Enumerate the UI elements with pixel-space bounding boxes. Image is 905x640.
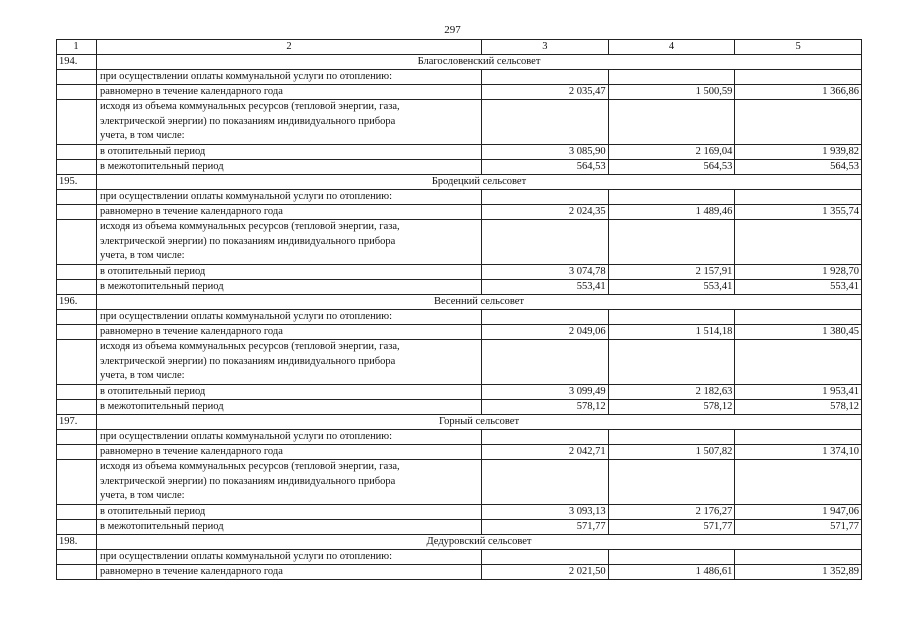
section-name: Бродецкий сельсовет <box>97 175 862 190</box>
row-label-multiline <box>97 100 482 145</box>
header-col-2: 2 <box>97 40 482 55</box>
value-cell-empty <box>735 190 862 205</box>
value-col-4: 1 489,46 <box>608 205 735 220</box>
section-name: Благословенский сельсовет <box>97 55 862 70</box>
value-cell-empty <box>482 310 609 325</box>
value-cell-empty <box>608 550 735 565</box>
value-col-5: 1 374,10 <box>735 445 862 460</box>
value-col-4: 2 169,04 <box>608 145 735 160</box>
table-row <box>57 160 862 175</box>
row-label: равномерно в течение календарного года <box>97 85 482 100</box>
table-row-multiline <box>57 100 862 145</box>
row-number-cell <box>57 265 97 280</box>
row-label: в межотопительный период <box>97 280 482 295</box>
value-cell-empty <box>608 220 735 265</box>
row-number-cell <box>57 505 97 520</box>
section-header-row <box>57 535 862 550</box>
row-label: равномерно в течение календарного года <box>97 565 482 580</box>
value-cell-empty <box>482 430 609 445</box>
row-label-line: исходя из объема коммунальных ресурсов (тепловой энергии, газа, <box>100 461 400 472</box>
table-row <box>57 70 862 85</box>
table-row-multiline <box>57 460 862 505</box>
row-label: при осуществлении оплаты коммунальной услуги по отоплению: <box>97 430 482 445</box>
row-label-line: учета, в том числе: <box>100 130 185 141</box>
row-number-cell <box>57 220 97 265</box>
row-number-cell <box>57 550 97 565</box>
row-number-cell <box>57 445 97 460</box>
value-col-4: 2 157,91 <box>608 265 735 280</box>
row-label: равномерно в течение календарного года <box>97 205 482 220</box>
value-col-5: 571,77 <box>735 520 862 535</box>
section-number: 195. <box>57 175 97 190</box>
value-col-3: 3 093,13 <box>482 505 609 520</box>
section-name: Горный сельсовет <box>97 415 862 430</box>
value-col-4: 1 486,61 <box>608 565 735 580</box>
header-col-4: 4 <box>608 40 735 55</box>
row-label-line: исходя из объема коммунальных ресурсов (тепловой энергии, газа, <box>100 341 400 352</box>
value-col-5: 564,53 <box>735 160 862 175</box>
row-label: в межотопительный период <box>97 400 482 415</box>
value-col-5: 1 928,70 <box>735 265 862 280</box>
value-cell-empty <box>608 190 735 205</box>
row-number-cell <box>57 340 97 385</box>
value-col-4: 571,77 <box>608 520 735 535</box>
row-label-multiline <box>97 220 482 265</box>
row-number-cell <box>57 400 97 415</box>
value-cell-empty <box>608 430 735 445</box>
table-row <box>57 430 862 445</box>
value-col-5: 578,12 <box>735 400 862 415</box>
value-col-3: 3 099,49 <box>482 385 609 400</box>
row-number-cell <box>57 190 97 205</box>
value-col-3: 2 042,71 <box>482 445 609 460</box>
table-row-multiline <box>57 220 862 265</box>
row-label-line: исходя из объема коммунальных ресурсов (тепловой энергии, газа, <box>100 221 400 232</box>
header-col-5: 5 <box>735 40 862 55</box>
table-row <box>57 280 862 295</box>
value-col-4: 553,41 <box>608 280 735 295</box>
value-cell-empty <box>482 460 609 505</box>
value-cell-empty <box>735 70 862 85</box>
header-row <box>57 40 862 55</box>
value-col-5: 1 355,74 <box>735 205 862 220</box>
row-number-cell <box>57 325 97 340</box>
value-cell-empty <box>482 340 609 385</box>
row-label: в отопительный период <box>97 145 482 160</box>
value-col-3: 2 024,35 <box>482 205 609 220</box>
section-number: 194. <box>57 55 97 70</box>
row-label-line: учета, в том числе: <box>100 370 185 381</box>
value-cell-empty <box>735 100 862 145</box>
row-label-multiline <box>97 460 482 505</box>
table-row <box>57 565 862 580</box>
row-number-cell <box>57 520 97 535</box>
row-label: равномерно в течение календарного года <box>97 445 482 460</box>
table-row <box>57 85 862 100</box>
value-cell-empty <box>735 460 862 505</box>
table-row <box>57 445 862 460</box>
value-col-5: 553,41 <box>735 280 862 295</box>
row-label: при осуществлении оплаты коммунальной услуги по отоплению: <box>97 190 482 205</box>
row-number-cell <box>57 430 97 445</box>
value-col-3: 564,53 <box>482 160 609 175</box>
value-cell-empty <box>735 430 862 445</box>
section-number: 196. <box>57 295 97 310</box>
value-cell-empty <box>608 340 735 385</box>
section-header-row <box>57 175 862 190</box>
table-row <box>57 400 862 415</box>
value-col-3: 578,12 <box>482 400 609 415</box>
value-cell-empty <box>735 220 862 265</box>
value-col-4: 2 176,27 <box>608 505 735 520</box>
section-header-row <box>57 55 862 70</box>
row-label: равномерно в течение календарного года <box>97 325 482 340</box>
header-col-3: 3 <box>482 40 609 55</box>
section-header-row <box>57 295 862 310</box>
value-col-4: 564,53 <box>608 160 735 175</box>
row-label-multiline <box>97 340 482 385</box>
row-label-line: исходя из объема коммунальных ресурсов (тепловой энергии, газа, <box>100 101 400 112</box>
page-number: 297 <box>444 24 461 36</box>
section-number: 198. <box>57 535 97 550</box>
value-col-4: 2 182,63 <box>608 385 735 400</box>
value-cell-empty <box>482 100 609 145</box>
value-col-4: 1 507,82 <box>608 445 735 460</box>
row-label: в межотопительный период <box>97 160 482 175</box>
value-col-3: 2 021,50 <box>482 565 609 580</box>
value-col-5: 1 939,82 <box>735 145 862 160</box>
value-col-3: 553,41 <box>482 280 609 295</box>
row-number-cell <box>57 460 97 505</box>
value-cell-empty <box>608 70 735 85</box>
row-number-cell <box>57 70 97 85</box>
value-col-3: 3 074,78 <box>482 265 609 280</box>
value-cell-empty <box>482 550 609 565</box>
section-name: Дедуровский сельсовет <box>97 535 862 550</box>
row-number-cell <box>57 85 97 100</box>
header-col-1: 1 <box>57 40 97 55</box>
row-label: в отопительный период <box>97 385 482 400</box>
row-number-cell <box>57 280 97 295</box>
table-row-multiline <box>57 340 862 385</box>
table-row <box>57 205 862 220</box>
row-number-cell <box>57 205 97 220</box>
table-row <box>57 190 862 205</box>
value-col-5: 1 953,41 <box>735 385 862 400</box>
tariff-table <box>56 39 862 580</box>
value-col-4: 1 514,18 <box>608 325 735 340</box>
table-row <box>57 505 862 520</box>
row-label: в отопительный период <box>97 265 482 280</box>
row-label: при осуществлении оплаты коммунальной услуги по отоплению: <box>97 310 482 325</box>
section-header-row <box>57 415 862 430</box>
row-label: в межотопительный период <box>97 520 482 535</box>
row-label-line: учета, в том числе: <box>100 250 185 261</box>
row-label-line: электрической энергии) по показаниям индивидуального прибора <box>100 235 396 247</box>
value-cell-empty <box>608 460 735 505</box>
row-number-cell <box>57 100 97 145</box>
table-row <box>57 325 862 340</box>
value-col-5: 1 947,06 <box>735 505 862 520</box>
value-col-5: 1 352,89 <box>735 565 862 580</box>
value-col-3: 2 035,47 <box>482 85 609 100</box>
row-number-cell <box>57 160 97 175</box>
row-number-cell <box>57 385 97 400</box>
row-label: при осуществлении оплаты коммунальной услуги по отоплению: <box>97 70 482 85</box>
table-row <box>57 385 862 400</box>
section-number: 197. <box>57 415 97 430</box>
value-col-3: 571,77 <box>482 520 609 535</box>
value-col-3: 2 049,06 <box>482 325 609 340</box>
table-row <box>57 520 862 535</box>
row-label-line: электрической энергии) по показаниям индивидуального прибора <box>100 475 396 487</box>
row-label-line: электрической энергии) по показаниям индивидуального прибора <box>100 115 396 127</box>
value-cell-empty <box>608 100 735 145</box>
section-name: Весенний сельсовет <box>97 295 862 310</box>
value-cell-empty <box>735 550 862 565</box>
value-cell-empty <box>482 190 609 205</box>
row-label-line: электрической энергии) по показаниям индивидуального прибора <box>100 355 396 367</box>
value-col-3: 3 085,90 <box>482 145 609 160</box>
value-cell-empty <box>482 220 609 265</box>
value-col-4: 1 500,59 <box>608 85 735 100</box>
value-col-5: 1 366,86 <box>735 85 862 100</box>
table-row <box>57 310 862 325</box>
value-cell-empty <box>608 310 735 325</box>
table-row <box>57 265 862 280</box>
value-cell-empty <box>482 70 609 85</box>
row-number-cell <box>57 565 97 580</box>
row-label-line: учета, в том числе: <box>100 490 185 501</box>
value-col-5: 1 380,45 <box>735 325 862 340</box>
table-row <box>57 145 862 160</box>
value-cell-empty <box>735 340 862 385</box>
table-body <box>57 40 862 580</box>
value-cell-empty <box>735 310 862 325</box>
row-label: при осуществлении оплаты коммунальной услуги по отоплению: <box>97 550 482 565</box>
row-number-cell <box>57 310 97 325</box>
value-col-4: 578,12 <box>608 400 735 415</box>
row-label: в отопительный период <box>97 505 482 520</box>
table-row <box>57 550 862 565</box>
row-number-cell <box>57 145 97 160</box>
